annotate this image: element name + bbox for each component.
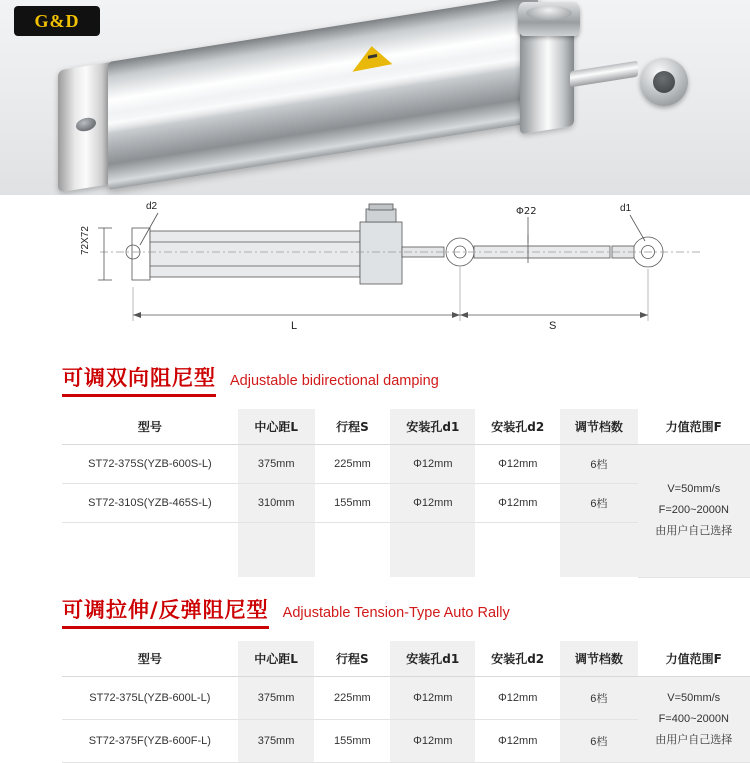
force-line-note: 由用户自己选择	[644, 521, 744, 542]
col-header-model: 型号	[62, 409, 238, 445]
col-header-hole-d2: 安装孔d2	[475, 641, 560, 677]
cell-model: ST72-375S(YZB-600S-L)	[62, 445, 238, 484]
col-header-hole-d1: 安装孔d1	[390, 641, 475, 677]
section-2-title-en: Adjustable Tension-Type Auto Rally	[283, 605, 510, 621]
cell-stroke: 225mm	[314, 677, 390, 720]
cell-hole-d2: Φ12mm	[475, 445, 560, 484]
drawing-svg	[0, 195, 750, 345]
spec-table-1	[62, 409, 750, 578]
cylinder-end-cap-left	[58, 62, 114, 193]
spec-table-2	[62, 641, 750, 763]
cell-center-distance: 375mm	[238, 677, 315, 720]
cell-gear-steps: 6档	[560, 445, 637, 484]
cell-hole-d1: Φ12mm	[390, 445, 475, 484]
force-line-velocity: V=50mm/s	[644, 479, 744, 500]
cell-hole-d2: Φ12mm	[475, 719, 560, 762]
dim-label-d1: d1	[620, 203, 632, 214]
section-tension-auto-rally	[0, 594, 750, 763]
brand-logo-text: G&D	[35, 11, 80, 32]
cell-hole-d2: Φ12mm	[475, 677, 560, 720]
adjustment-knob	[518, 2, 580, 36]
col-header-hole-d2: 安装孔d2	[475, 409, 560, 445]
col-header-center-distance: 中心距L	[238, 409, 315, 445]
cell-hole-d1: Φ12mm	[390, 719, 475, 762]
section-1-title-en: Adjustable bidirectional damping	[230, 373, 439, 389]
col-header-force-range: 力值范围F	[638, 409, 750, 445]
dim-label-d2: d2	[146, 201, 158, 212]
barrel-highlight	[108, 0, 538, 190]
col-header-center-distance: 中心距L	[238, 641, 315, 677]
col-header-model: 型号	[62, 641, 238, 677]
cell-gear-steps: 6档	[560, 719, 637, 762]
cell-hole-d1: Φ12mm	[390, 484, 475, 523]
table-header-row	[62, 409, 750, 445]
section-2-heading	[0, 594, 750, 629]
cell-force-range	[638, 445, 750, 578]
rod-eye-end	[640, 58, 688, 106]
col-header-hole-d1: 安装孔d1	[390, 409, 475, 445]
section-1-heading	[0, 362, 750, 397]
table-header-row	[62, 641, 750, 677]
spacer-cell	[560, 523, 637, 578]
section-1-title-cn: 可调双向阻尼型	[62, 362, 216, 397]
cell-model: ST72-375F(YZB-600F-L)	[62, 719, 238, 762]
dim-label-S: S	[549, 320, 556, 332]
spacer-cell	[62, 523, 238, 578]
spacer-cell	[238, 523, 315, 578]
section-2-title-cn: 可调拉伸/反弹阻尼型	[62, 594, 269, 629]
cell-hole-d2: Φ12mm	[475, 484, 560, 523]
col-header-gear-steps: 调节档数	[560, 409, 637, 445]
cell-center-distance: 375mm	[238, 445, 315, 484]
cell-hole-d1: Φ12mm	[390, 677, 475, 720]
cell-gear-steps: 6档	[560, 677, 637, 720]
piston-rod	[570, 61, 638, 88]
spacer-cell	[475, 523, 560, 578]
product-photo	[0, 0, 750, 195]
cell-stroke: 155mm	[315, 484, 391, 523]
section-bidirectional-damping	[0, 362, 750, 578]
cell-center-distance: 375mm	[238, 719, 315, 762]
col-header-force-range: 力值范围F	[638, 641, 750, 677]
col-header-stroke: 行程S	[314, 641, 390, 677]
force-line-range: F=400~2000N	[644, 709, 745, 730]
cell-model: ST72-310S(YZB-465S-L)	[62, 484, 238, 523]
table-row	[62, 677, 750, 720]
dim-label-L: L	[291, 320, 297, 332]
cell-center-distance: 310mm	[238, 484, 315, 523]
cell-stroke: 225mm	[315, 445, 391, 484]
spacer-cell	[390, 523, 475, 578]
col-header-gear-steps: 调节档数	[560, 641, 637, 677]
dim-label-diameter: Φ22	[516, 206, 537, 217]
dim-label-height: 72X72	[80, 226, 91, 255]
table-row	[62, 445, 750, 484]
cylinder-barrel	[108, 0, 538, 190]
cell-stroke: 155mm	[314, 719, 390, 762]
force-line-velocity: V=50mm/s	[644, 688, 745, 709]
spacer-cell	[315, 523, 391, 578]
col-header-stroke: 行程S	[315, 409, 391, 445]
brand-logo	[14, 6, 100, 36]
cell-force-range	[638, 677, 750, 763]
cell-gear-steps: 6档	[560, 484, 637, 523]
force-line-range: F=200~2000N	[644, 500, 744, 521]
cell-model: ST72-375L(YZB-600L-L)	[62, 677, 238, 720]
force-line-note: 由用户自己选择	[644, 730, 745, 751]
technical-drawing	[0, 195, 750, 345]
